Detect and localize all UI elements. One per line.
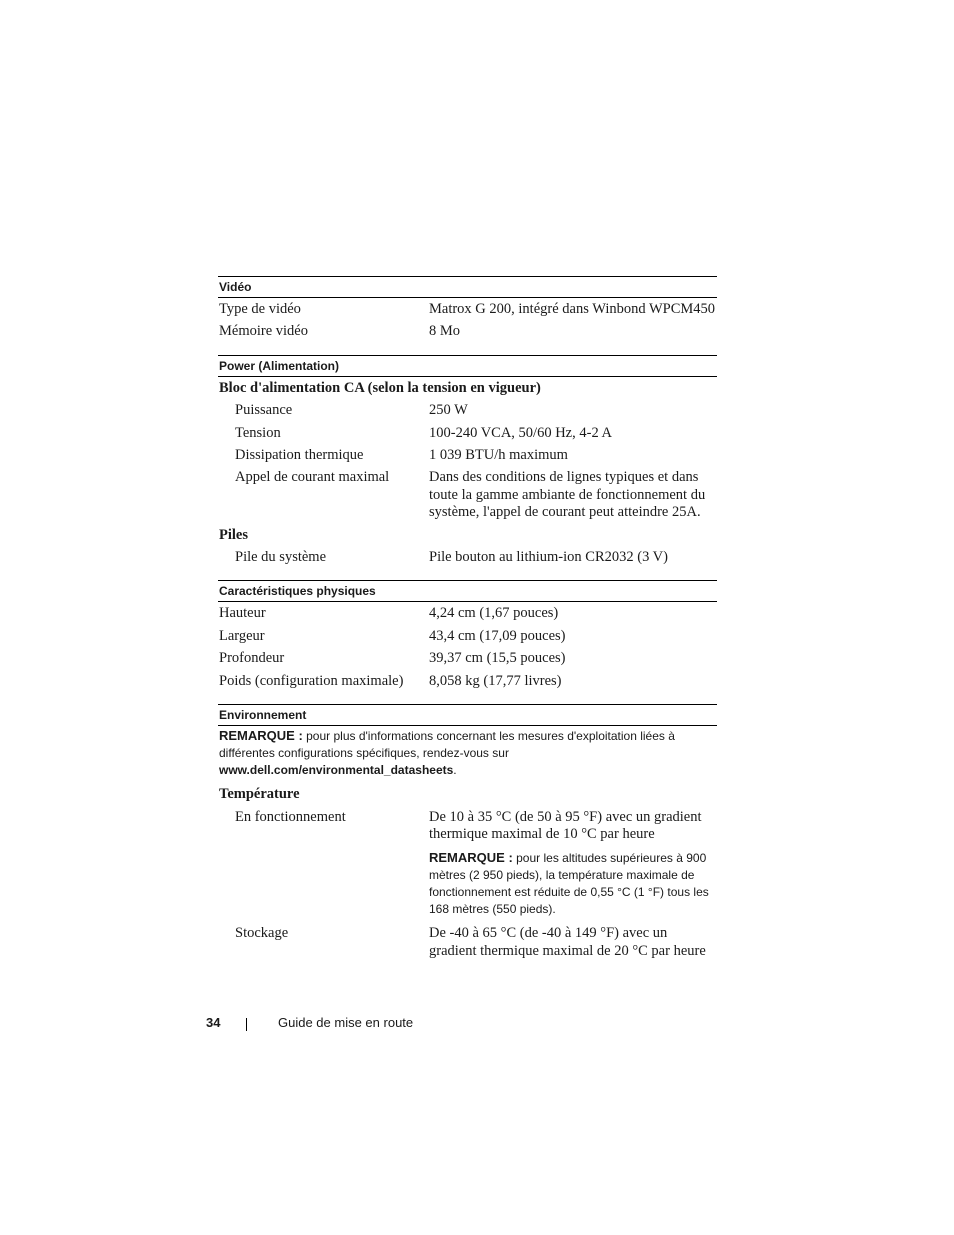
spec-label: Appel de courant maximal — [235, 469, 390, 486]
spec-row — [218, 320, 717, 342]
spec-row — [218, 422, 717, 444]
operating-temperature-value: De 10 à 35 °C (de 50 à 95 °F) avec un gradient thermique maximal de 10 °C par heure — [429, 808, 702, 842]
spec-label: Type de vidéo — [219, 301, 301, 317]
spec-label: Stockage — [235, 925, 289, 942]
footer-divider — [246, 1018, 247, 1031]
spec-label: En fonctionnement — [235, 808, 346, 825]
section-heading-physical: Caractéristiques physiques — [218, 580, 717, 602]
spec-value — [429, 809, 717, 921]
section-heading-environment: Environnement — [218, 704, 717, 726]
subheading-batteries: Piles — [219, 526, 248, 543]
spec-page — [218, 276, 717, 962]
spec-row — [218, 602, 717, 624]
spec-value: 250 W — [429, 402, 468, 419]
spec-row — [218, 466, 717, 523]
spec-row — [218, 806, 717, 923]
note-keyword: REMARQUE : — [219, 728, 303, 744]
note-end: . — [453, 763, 457, 778]
spec-label: Hauteur — [219, 605, 266, 622]
note-text: pour les altitudes supérieures à 900 mètres (2 950 pieds), la température maximale de fonctionnement est réduite de 0,55 °C (1 °F) tous les 168 mètres (550 pieds). — [429, 851, 709, 917]
footer-title: Guide de mise en route — [278, 1015, 414, 1030]
spec-value: 39,37 cm (15,5 pouces) — [429, 650, 566, 667]
spec-value: 1 039 BTU/h maximum — [429, 447, 568, 464]
spec-row — [218, 399, 717, 421]
altitude-note — [429, 843, 717, 920]
spec-value: De -40 à 65 °C (de -40 à 149 °F) avec un gradient thermique maximal de 20 °C par heure — [429, 925, 706, 959]
spec-row — [218, 647, 717, 669]
environment-note — [218, 726, 717, 783]
spec-value: 43,4 cm (17,09 pouces) — [429, 627, 566, 644]
section-heading-power: Power (Alimentation) — [218, 355, 717, 377]
page-number: 34 — [206, 1015, 221, 1030]
note-keyword: REMARQUE : — [429, 850, 513, 866]
spec-value: 8,058 kg (17,77 livres) — [429, 672, 562, 689]
spec-label: Profondeur — [219, 650, 285, 667]
spec-value: 4,24 cm (1,67 pouces) — [429, 605, 559, 622]
subheading-temperature: Température — [219, 786, 300, 803]
spec-value: 8 Mo — [429, 323, 461, 340]
section-heading-video: Vidéo — [218, 276, 717, 298]
spec-row — [218, 625, 717, 647]
spec-label: Largeur — [219, 627, 265, 644]
spec-value: Pile bouton au lithium-ion CR2032 (3 V) — [429, 549, 668, 566]
spec-value: Matrox G 200, intégré dans Winbond WPCM450 — [429, 301, 716, 317]
spec-row — [218, 444, 717, 466]
spec-value: Dans des conditions de lignes typiques et dans toute la gamme ambiante de fonctionnement du système, l'appel de courant peut atteindre 25A. — [429, 469, 706, 521]
spec-row — [218, 670, 717, 692]
spec-row — [218, 922, 717, 962]
spec-value: 100-240 VCA, 50/60 Hz, 4-2 A — [429, 424, 612, 441]
spec-label: Mémoire vidéo — [219, 323, 308, 340]
subheading-ac-supply: Bloc d'alimentation CA (selon la tension en vigueur) — [219, 379, 541, 396]
spec-label: Puissance — [235, 402, 293, 419]
note-text: pour plus d'informations concernant les mesures d'exploitation liées à différentes configurations spécifiques, rendez-vous sur — [219, 729, 675, 761]
spec-label: Poids (configuration maximale) — [219, 672, 404, 689]
spec-label: Tension — [235, 424, 281, 441]
datasheets-link[interactable]: www.dell.com/environmental_datasheets — [219, 763, 454, 778]
spec-label: Pile du système — [235, 549, 327, 566]
spec-row — [218, 298, 717, 320]
spec-label: Dissipation thermique — [235, 447, 364, 464]
spec-row — [218, 546, 717, 568]
